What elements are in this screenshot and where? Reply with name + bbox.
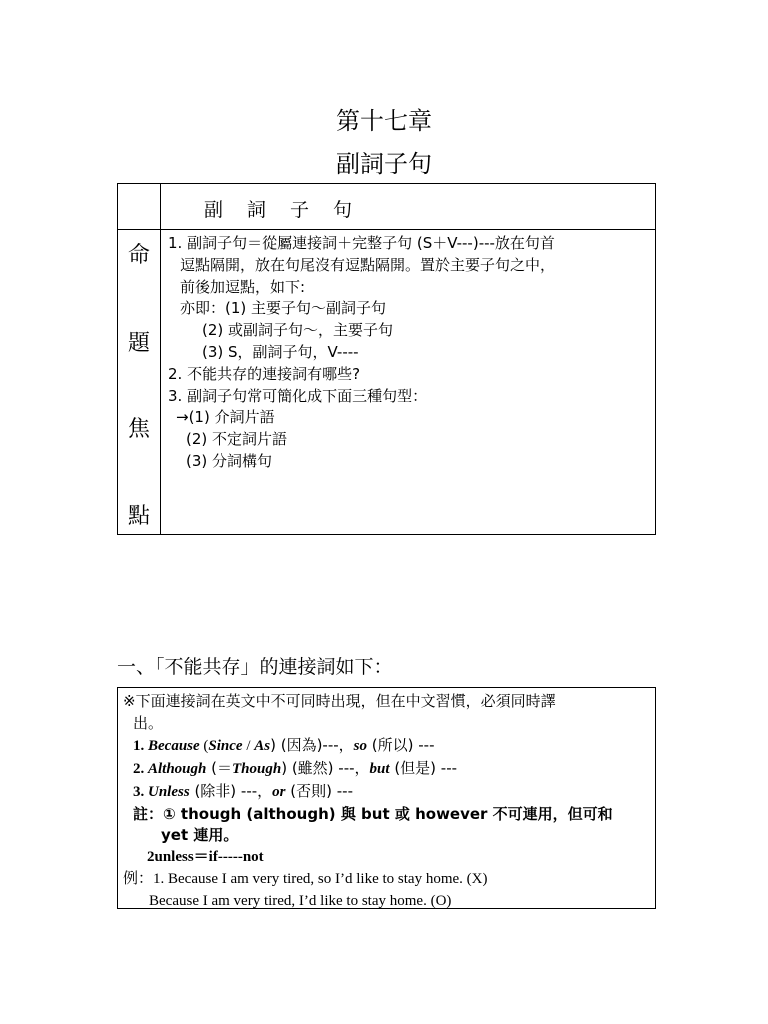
note-line: ※下面連接詞在英文中不可同時出現，但在中文習慣，必須同時譯 [123,692,556,710]
focus-line: →(1) 介詞片語 [176,408,275,427]
rule-text: (所以) --- [367,735,435,754]
note-line: 出。 [133,713,164,732]
conj-as: As [254,737,271,754]
rule-line-1 [123,735,651,758]
rule-line-2 [123,758,651,781]
header-char: 句 [333,199,353,221]
header-char: 詞 [247,199,267,221]
side-label-char: 題 [127,331,150,356]
rule-text: ) (因為)---， [270,735,354,754]
conj-though: Though [232,760,282,777]
chapter-subtitle: 副詞子句 [336,150,432,178]
conjunction-rules-box [117,687,656,909]
header-char: 子 [290,199,310,221]
side-label-char: 命 [127,243,150,268]
rule-line-3 [123,781,651,804]
focus-line: (3) 分詞構句 [186,451,273,470]
header-char: 副 [204,199,224,221]
rule-number: 1. [133,737,148,754]
rule-text: ) (雖然) ---， [281,758,370,777]
focus-points [168,233,647,473]
focus-line: (2) 或副詞子句～，主要子句 [202,321,394,340]
rule-number: 2. [133,760,148,777]
side-label-char: 點 [127,504,150,529]
conj-so: so [353,737,368,754]
rule-number: 3. [133,783,148,800]
note-line: 2unless＝if-----not [147,849,264,866]
rule-text: (但是) --- [389,758,458,777]
focus-line: 亦即：(1) 主要子句～副詞子句 [180,299,387,318]
rule-text: / [242,737,255,754]
rule-text: ( [199,737,209,754]
rule-text: (除非) ---， [189,781,273,800]
table-column-divider [160,184,161,534]
focus-line: 1. 副詞子句＝從屬連接詞＋完整子句 (S＋V---)---放在句首 [168,234,555,252]
focus-line: 前後加逗點，如下: [180,277,306,296]
chapter-title: 第十七章 [336,107,432,135]
conj-or: or [272,783,286,800]
conj-since: Since [208,737,243,754]
focus-line: (2) 不定詞片語 [186,430,288,449]
focus-line: 2. 不能共存的連接詞有哪些? [168,364,361,383]
conj-but: but [369,760,390,777]
focus-line: 3. 副詞子句常可簡化成下面三種句型： [168,386,428,405]
conj-because: Because [148,737,200,754]
rule-text: (＝ [206,758,232,777]
table-row-divider [118,229,655,230]
focus-line: (3) S，副詞子句，V---- [202,342,359,361]
conj-unless: Unless [148,783,190,800]
rule-text: (否則) --- [285,781,353,800]
table-header [204,195,376,222]
conj-although: Although [148,760,207,777]
example-line: Because I am very tired, I’d like to stay home. (O) [149,893,452,910]
example-line: 例：1. Because I am very tired, so I’d like to stay home. (X) [123,871,488,888]
focus-line: 逗點隔開，放在句尾沒有逗點隔開。置於主要子句之中， [180,255,556,274]
section-heading: 一、「不能共存」的連接詞如下： [117,656,393,678]
focus-table [117,183,656,535]
note-line: 註：① though (although) 與 but 或 however 不可連用，但可和 [133,804,613,823]
rules-body [123,691,651,913]
note-line: yet 連用。 [161,826,239,845]
side-label-char: 焦 [127,417,150,442]
